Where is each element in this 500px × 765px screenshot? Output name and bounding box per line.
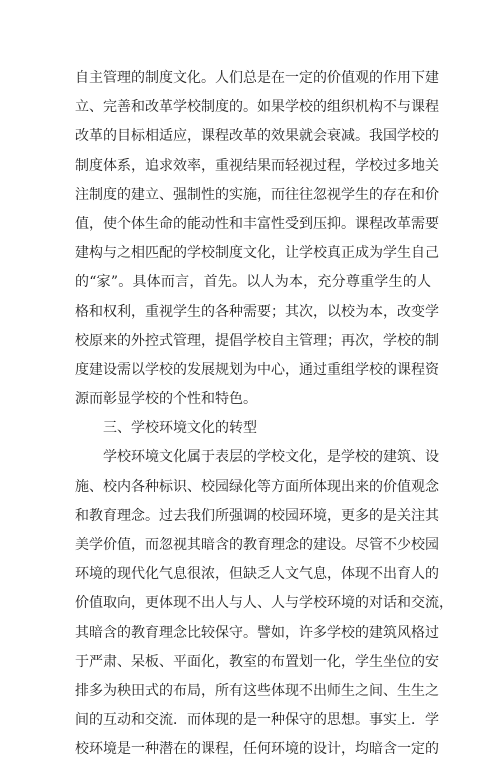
paragraph-line: 校原来的外控式管理，提倡学校自主管理；再次，学校的制 [75,332,439,349]
document-body [75,64,453,765]
paragraph-line: 其暗含的教育理念比较保守。譬如，许多学校的建筑风格过 [75,624,439,641]
paragraph-line: 美学价值，而忽视其暗含的教育理念的建设。尽管不少校园 [75,537,439,553]
section-heading: 三、学校环境文化的转型 [103,420,257,437]
paragraph-line: 改革的目标相适应，课程改革的效果就会衰减。我国学校的 [75,128,439,145]
paragraph-line: 和教育理念。过去我们所强调的校园环境，更多的是关注其 [75,507,439,524]
paragraph-line: 的“家”。具体而言，首先。以人为本，充分尊重学生的人 [75,274,431,291]
paragraph-line: 注制度的建立、强制性的实施，而往往忽视学生的存在和价 [75,186,439,203]
paragraph-line: 制度体系，追求效率，重视结果而轻视过程，学校过多地关 [75,157,439,174]
paragraph-line: 度建设需以学校的发展规划为中心，通过重组学校的课程资 [75,361,439,378]
paragraph-line: 排多为秧田式的布局，所有这些体现不出师生之间、生生之 [75,682,439,699]
paragraph-line: 施、校内各种标识、校园绿化等方面所体现出来的价值观念 [75,478,439,495]
paragraph-line: 环境的现代化气息很浓，但缺乏人文气息，体现不出育人的 [75,566,439,583]
paragraph-line: 值，使个体生命的能动性和丰富性受到压抑。课程改革需要 [75,215,439,232]
paragraph-line: 源而彰显学校的个性和特色。 [75,391,257,408]
paragraph-line: 格和权利，重视学生的各种需要；其次，以校为本，改变学 [75,303,439,320]
paragraph-line: 校环境是一种潜在的课程，任何环境的设计，均暗含一定的 [75,741,439,758]
paragraph-line: 价值取向，更体现不出人与人、人与学校环境的对话和交流， [75,595,453,612]
paragraph-line: 建构与之相匹配的学校制度文化，让学校真正成为学生自己 [75,245,439,262]
paragraph-line: 间的互动和交流．而体现的是一种保守的思想。事实上．学 [75,712,439,729]
paragraph-line: 立、完善和改革学校制度的。如果学校的组织机构不与课程 [75,99,439,116]
paragraph-line: 学校环境文化属于表层的学校文化，是学校的建筑、设 [103,449,439,466]
paragraph-line: 于严肃、呆板、平面化，教室的布置划一化，学生坐位的安 [75,653,439,670]
paragraph-line: 自主管理的制度文化。人们总是在一定的价值观的作用下建 [75,70,439,86]
